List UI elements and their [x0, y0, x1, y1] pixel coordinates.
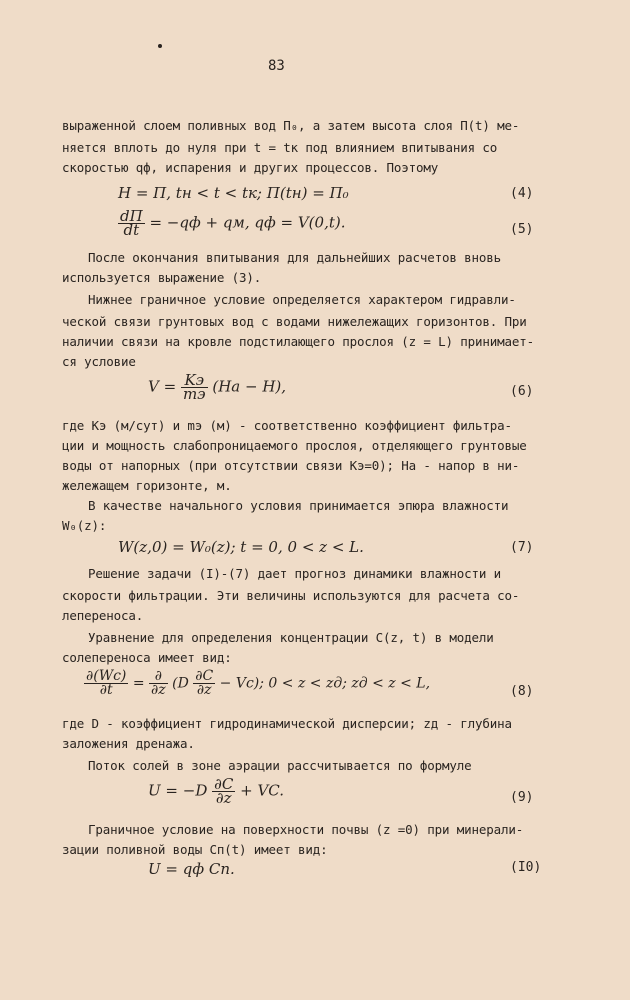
- equation-body: + VC.: [240, 781, 285, 800]
- equation-body: =: [132, 675, 145, 692]
- equation-number: (7): [510, 540, 534, 555]
- equation-body: (Ha − H),: [212, 377, 287, 396]
- text-line: Поток солей в зоне аэрации рассчитывается по формуле: [88, 758, 472, 773]
- equation-number: (9): [510, 790, 534, 805]
- ink-blot: [158, 44, 162, 48]
- equation-lead: V =: [148, 377, 177, 396]
- text-line: выраженной слоем поливных вод П₀, а затем высота слоя П(t) ме-: [62, 118, 520, 133]
- text-line: жележащем горизонте, м.: [62, 478, 232, 493]
- equation-lead: U = −D: [148, 781, 208, 800]
- text-line: W₀(z):: [62, 518, 107, 533]
- text-line: лепереноса.: [62, 608, 144, 623]
- text-line: Решение задачи (I)-(7) дает прогноз динамики влажности и: [88, 566, 502, 581]
- fraction-denominator: mэ: [182, 385, 206, 403]
- equation-4: H = П, tн < t < tк; П(tн) = П₀: [118, 184, 349, 202]
- text-line: заложения дренажа.: [62, 736, 195, 751]
- equation-9: [148, 775, 285, 807]
- text-line: В качестве начального условия принимается эпюра влажности: [88, 498, 509, 513]
- equation-7: W(z,0) = W₀(z); t = 0, 0 < z < L.: [118, 538, 364, 556]
- equation-6: [148, 371, 287, 403]
- fraction-numerator: ∂C: [195, 668, 214, 684]
- equation-body: (D: [172, 675, 189, 692]
- equation-10: U = qф Cп.: [148, 860, 235, 878]
- fraction-numerator: ∂C: [214, 775, 234, 793]
- equation-8: [84, 670, 430, 697]
- equation-5: [118, 207, 346, 239]
- equation-number: (I0): [510, 860, 542, 875]
- fraction-numerator: Kэ: [181, 374, 208, 388]
- text-line: ся условие: [62, 354, 136, 369]
- text-line: солепереноса имеет вид:: [62, 650, 232, 665]
- equation-body: = −qф + qм, qф = V(0,t).: [149, 213, 346, 232]
- equation-number: (4): [510, 186, 534, 201]
- fraction-numerator: ∂: [149, 670, 168, 684]
- page-number: 83: [268, 58, 285, 74]
- text-line: Уравнение для определения концентрации C(z, t) в модели: [88, 630, 494, 645]
- text-line: где D - коэффициент гидродинамической дисперсии; zд - глубина: [62, 716, 512, 731]
- text-line: воды от напорных (при отсутствии связи Кэ=0); Нa - напор в ни-: [62, 458, 520, 473]
- fraction-denominator: ∂z: [215, 789, 232, 807]
- text-line: используется выражение (3).: [62, 270, 262, 285]
- text-line: Граничное условие на поверхности почвы (z =0) при минерали-: [88, 822, 524, 837]
- fraction-denominator: ∂t: [99, 682, 113, 698]
- text-line: зации поливной воды Cп(t) имеет вид:: [62, 842, 328, 857]
- fraction-numerator: ∂(Wc): [86, 668, 127, 684]
- text-line: где Кэ (м/сут) и mэ (м) - соответственно коэффициент фильтра-: [62, 418, 512, 433]
- text-line: После окончания впитывания для дальнейших расчетов вновь: [88, 250, 502, 265]
- fraction-numerator: dП: [120, 207, 143, 225]
- equation-body: − Vc); 0 < z < zд; zд < z < L,: [219, 675, 431, 692]
- text-line: Нижнее граничное условие определяется характером гидравли-: [88, 292, 516, 307]
- text-line: ции и мощность слабопроницаемого прослоя, отделяющего грунтовые: [62, 438, 527, 453]
- text-line: наличии связи на кровле подстилающего прослоя (z = L) принимает-: [62, 334, 535, 349]
- text-line: ческой связи грунтовых вод с водами нижележащих горизонтов. При: [62, 314, 527, 329]
- text-line: няется вплоть до нуля при t = tк под влиянием впитывания со: [62, 140, 498, 155]
- equation-number: (5): [510, 222, 534, 237]
- fraction-denominator: ∂z: [151, 682, 166, 698]
- equation-number: (8): [510, 684, 534, 699]
- text-line: скорости фильтрации. Эти величины используются для расчета со-: [62, 588, 520, 603]
- text-line: скоростью qф, испарения и других процессов. Поэтому: [62, 160, 439, 175]
- fraction-denominator: ∂z: [196, 682, 212, 698]
- equation-number: (6): [510, 384, 534, 399]
- fraction-denominator: dt: [123, 221, 140, 239]
